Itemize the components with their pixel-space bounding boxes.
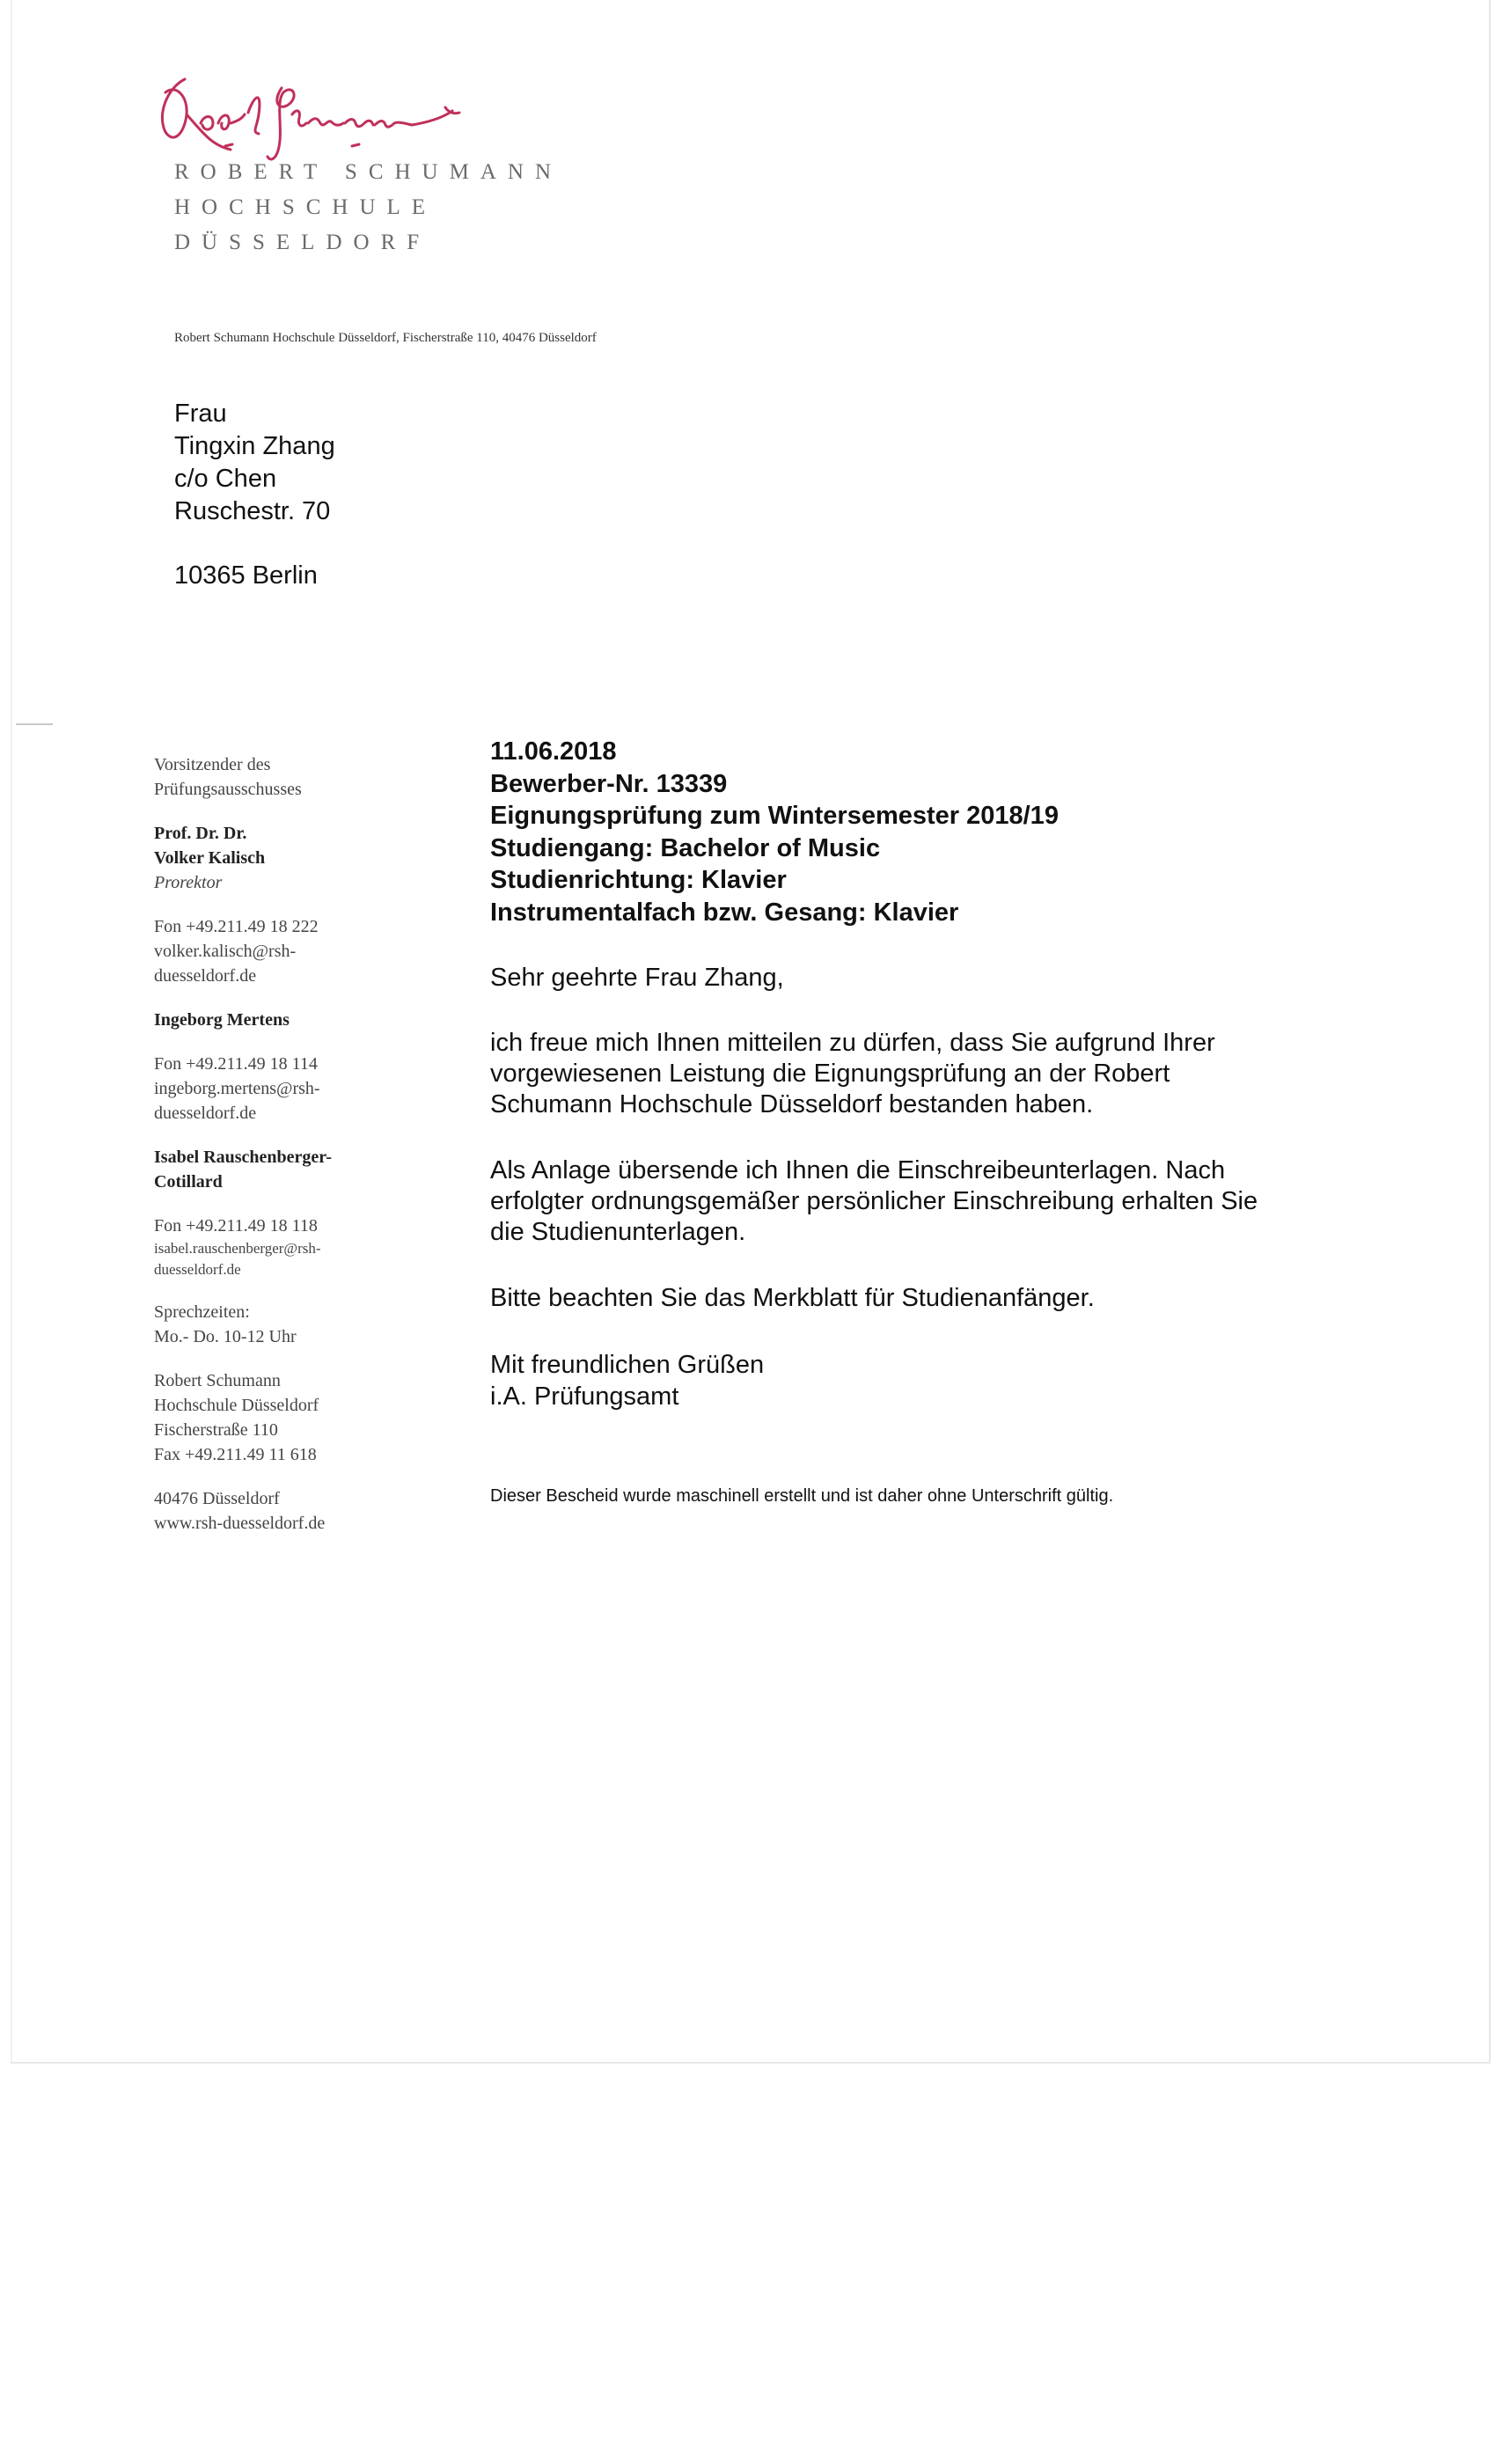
letter-date: 11.06.2018: [490, 737, 617, 766]
logo-line-2: HOCHSCHULE: [174, 195, 437, 219]
recipient-care-of: c/o Chen: [174, 465, 277, 493]
school-address-line-1: Robert Schumann: [154, 1371, 281, 1390]
paragraph-1: [490, 1028, 1370, 1120]
school-city: 40476 Düsseldorf: [154, 1489, 280, 1508]
study-direction: Studienrichtung: Klavier: [490, 866, 787, 894]
chair-name-line-1: Prof. Dr. Dr.: [154, 824, 247, 843]
degree-program: Studiengang: Bachelor of Music: [490, 833, 881, 862]
contact-2-phone: Fon +49.211.49 18 114: [154, 1054, 318, 1074]
page-edge-bottom: [11, 2062, 1491, 2064]
letter-body: [490, 736, 1370, 1507]
chair-contact-block: [154, 914, 405, 988]
contact-2-email-line-1: ingeborg.mertens@rsh-: [154, 1079, 320, 1098]
contact-2-name-block: [154, 1008, 405, 1032]
school-web-block: [154, 1486, 405, 1536]
letter-meta: [490, 736, 1370, 928]
chair-email-line-1: volker.kalisch@rsh-: [154, 942, 297, 961]
chair-email-line-2: duesseldorf.de: [154, 966, 257, 986]
closing: [490, 1349, 1370, 1412]
chair-name-line-2: Volker Kalisch: [154, 848, 266, 868]
recipient-salutation: Frau: [174, 400, 227, 428]
recipient-name: Tingxin Zhang: [174, 432, 335, 460]
recipient-city: 10365 Berlin: [174, 561, 318, 590]
schumann-signature-icon: [150, 62, 537, 167]
paragraph-2-line-1: Als Anlage übersende ich Ihnen die Einschreibeunterlagen. Nach: [490, 1156, 1226, 1184]
return-address: Robert Schumann Hochschule Düsseldorf, Fischerstraße 110, 40476 Düsseldorf: [174, 331, 597, 345]
recipient-street: Ruschestr. 70: [174, 497, 331, 525]
applicant-number: Bewerber-Nr. 13339: [490, 769, 728, 798]
paragraph-2-line-3: die Studienunterlagen.: [490, 1218, 746, 1246]
page-edge-right: [1489, 0, 1491, 2064]
paragraph-1-line-2: vorgewiesenen Leistung die Eignungsprüfung an der Robert: [490, 1060, 1170, 1088]
instrument: Instrumentalfach bzw. Gesang: Klavier: [490, 898, 959, 927]
closing-line-2: i.A. Prüfungsamt: [490, 1382, 679, 1411]
greeting: Sehr geehrte Frau Zhang,: [490, 964, 784, 992]
office-hours-label: Sprechzeiten:: [154, 1302, 250, 1322]
contact-sidebar: [154, 752, 405, 1555]
chair-phone: Fon +49.211.49 18 222: [154, 917, 319, 936]
chair-name-block: [154, 821, 405, 895]
school-logo: [150, 62, 562, 264]
paragraph-3: Bitte beachten Sie das Merkblatt für Studienanfänger.: [490, 1284, 1095, 1312]
paragraph-2: [490, 1155, 1370, 1248]
recipient-address: [174, 398, 335, 592]
contact-2-name: Ingeborg Mertens: [154, 1010, 290, 1030]
machine-generated-note: Dieser Bescheid wurde maschinell erstellt und ist daher ohne Unterschrift gültig.: [490, 1486, 1114, 1506]
closing-line-1: Mit freundlichen Grüßen: [490, 1351, 765, 1379]
contact-3-name-line-2: Cotillard: [154, 1172, 223, 1192]
office-hours: Mo.- Do. 10-12 Uhr: [154, 1327, 297, 1346]
school-fax: Fax +49.211.49 11 618: [154, 1445, 317, 1464]
contact-3-name-block: [154, 1145, 405, 1194]
chair-role: Prorektor: [154, 873, 223, 892]
chair-title-line-1: Vorsitzender des: [154, 755, 271, 774]
paragraph-2-line-2: erfolgter ordnungsgemäßer persönlicher Einschreibung erhalten Sie: [490, 1187, 1258, 1215]
logo-line-1: ROBERT SCHUMANN: [174, 160, 562, 184]
exam-title: Eignungsprüfung zum Wintersemester 2018/19: [490, 802, 1059, 830]
school-address-line-3: Fischerstraße 110: [154, 1420, 278, 1440]
office-hours-block: [154, 1300, 405, 1349]
school-website: www.rsh-duesseldorf.de: [154, 1514, 326, 1533]
contact-3-email-line-1: isabel.rauschenberger@rsh-: [154, 1240, 321, 1257]
contact-3-name-line-1: Isabel Rauschenberger-: [154, 1148, 333, 1167]
contact-3-email-line-2: duesseldorf.de: [154, 1261, 241, 1278]
contact-3-block: [154, 1214, 405, 1280]
contact-2-email-line-2: duesseldorf.de: [154, 1104, 257, 1123]
page-edge-left: [11, 0, 12, 2064]
contact-3-phone: Fon +49.211.49 18 118: [154, 1216, 318, 1236]
paragraph-1-line-1: ich freue mich Ihnen mitteilen zu dürfen, dass Sie aufgrund Ihrer: [490, 1029, 1215, 1057]
chair-title-line-2: Prüfungsausschusses: [154, 780, 302, 799]
logo-line-3: DÜSSELDORF: [174, 231, 431, 254]
school-address-line-2: Hochschule Düsseldorf: [154, 1396, 319, 1415]
contact-2-block: [154, 1052, 405, 1126]
paragraph-1-line-3: Schumann Hochschule Düsseldorf bestanden haben.: [490, 1090, 1094, 1118]
school-address-block: [154, 1368, 405, 1467]
fold-mark: [16, 723, 53, 725]
committee-chair-block: [154, 752, 405, 802]
